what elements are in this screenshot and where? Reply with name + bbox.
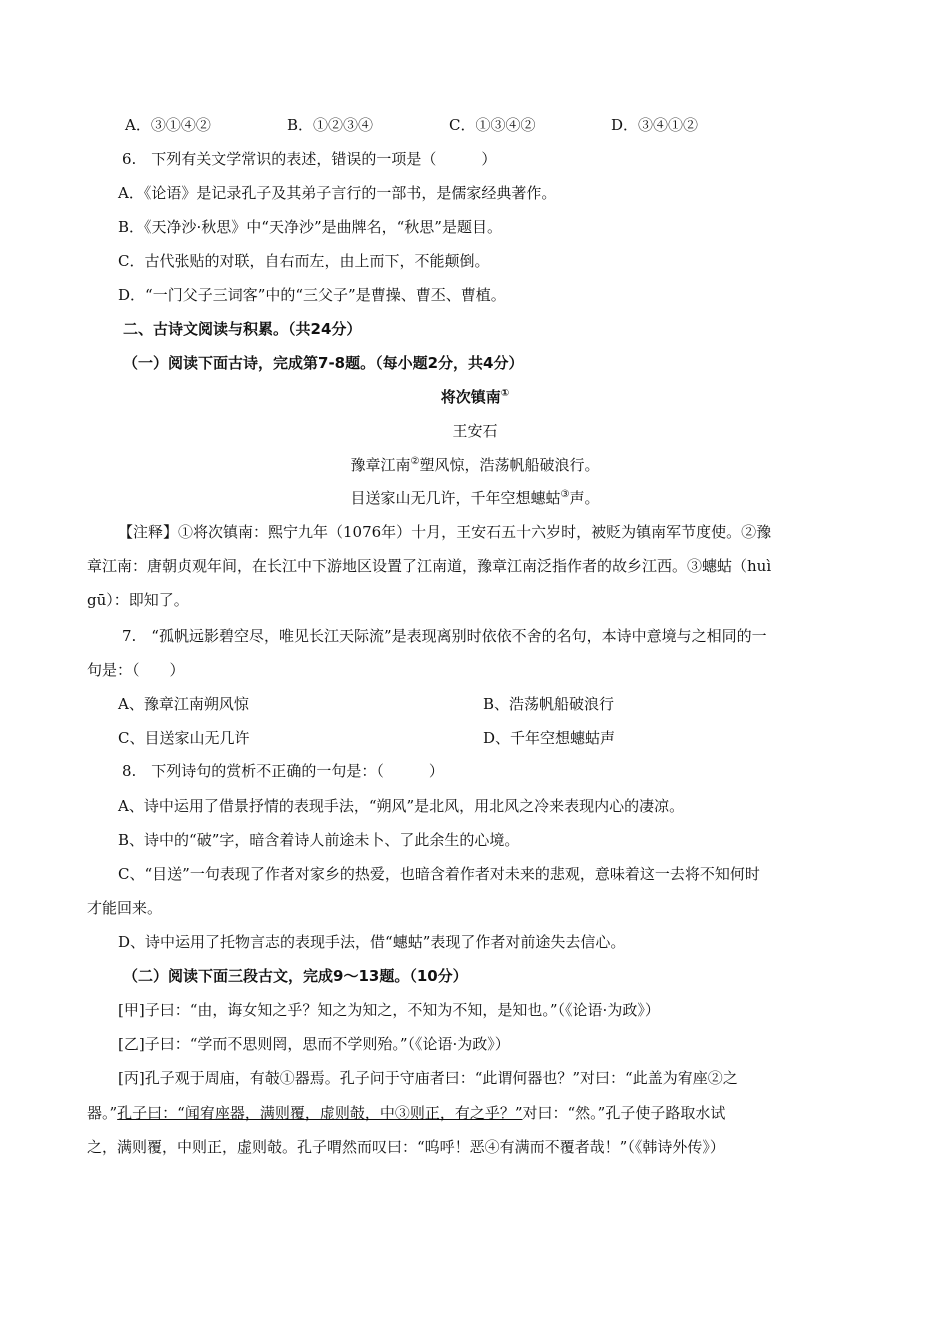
q7-option-c: C、目送家山无几许 [118, 729, 250, 747]
poem-title: 将次镇南① [440, 388, 510, 406]
passage-yi: [乙]子曰：“学而不思则罔，思而不学则殆。”（《论语·为政》） [118, 1035, 510, 1053]
q8-stem: 8. 下列诗句的赏析不正确的一句是：（ ） [122, 762, 444, 780]
q5-option-b: B．①②③④ [287, 116, 374, 134]
poem-notes-line-3: gū）：即知了。 [87, 591, 189, 609]
poem-line-2: 目送家山无几许，千年空想蟪蛄③声。 [350, 489, 600, 507]
q7-stem-2: 句是：（ ） [87, 661, 185, 679]
q6-stem: 6. 下列有关文学常识的表述，错误的一项是（ ） [122, 150, 497, 168]
q6-option-b: B．《天净沙·秋思》中“天净沙”是曲牌名，“秋思”是题目。 [118, 218, 502, 236]
q5-option-a: A．③①④② [125, 116, 211, 134]
q7-stem-1: 7. “孤帆远影碧空尽，唯见长江天际流”是表现离别时依依不舍的名句，本诗中意境与之相同的一 [122, 627, 767, 645]
poem-line-1: 豫章江南②塑风惊，浩荡帆船破浪行。 [350, 456, 600, 474]
q8-option-d: D、诗中运用了托物言志的表现手法，借“蟪蛄”表现了作者对前途失去信心。 [118, 933, 626, 951]
poem-notes-line-1: 【注释】①将次镇南：熙宁九年（1076年）十月，王安石五十六岁时，被贬为镇南军节度使。②豫 [118, 523, 772, 541]
passage-bing-line-3: 之，满则覆，中则正，虚则攲。孔子喟然而叹曰：“呜呼！恶④有满而不覆者哉！”（《韩诗外传》） [87, 1138, 725, 1156]
passage-jia: [甲]子曰：“由，诲女知之乎？知之为知之，不知为不知，是知也。”（《论语·为政》） [118, 1001, 660, 1019]
q8-option-b: B、诗中的“破”字，暗含着诗人前途未卜、了此余生的心境。 [118, 831, 520, 849]
passage-bing-line-1: [丙]孔子观于周庙，有攲①器焉。孔子问于守庙者曰：“此谓何器也？”对曰：“此盖为宥座②之 [118, 1069, 738, 1087]
part1-heading: （一）阅读下面古诗，完成第7-8题。（每小题2分，共4分） [123, 354, 524, 372]
part2-heading: （二）阅读下面三段古文，完成9～13题。（10分） [123, 967, 468, 985]
q8-option-a: A、诗中运用了借景抒情的表现手法，“朔风”是北风，用北风之冷来表现内心的凄凉。 [118, 797, 685, 815]
q6-option-a: A．《论语》是记录孔子及其弟子言行的一部书，是儒家经典著作。 [118, 184, 557, 202]
poem-notes-line-2: 章江南：唐朝贞观年间，在长江中下游地区设置了江南道，豫章江南泛指作者的故乡江西。③蟪蛄（huì [87, 557, 772, 575]
underlined-sentence: 孔子曰：“闻宥座器，满则覆，虚则攲，中③则正，有之乎？” [117, 1104, 523, 1122]
q7-option-a: A、豫章江南朔风惊 [118, 695, 249, 713]
q7-option-b: B、浩荡帆船破浪行 [483, 695, 615, 713]
q6-option-d: D．“一门父子三词客”中的“三父子”是曹操、曹丕、曹植。 [118, 286, 506, 304]
q6-option-c: C．古代张贴的对联，自右而左，由上而下，不能颠倒。 [118, 252, 490, 270]
q5-option-c: C．①③④② [449, 116, 536, 134]
q8-option-c-2: 才能回来。 [87, 899, 163, 917]
poem-author: 王安石 [452, 422, 498, 440]
q5-option-d: D．③④①② [611, 116, 699, 134]
passage-bing-line-2: 器。”孔子曰：“闻宥座器，满则覆，虚则攲，中③则正，有之乎？”对曰：“然。”孔子使子路取水试 [87, 1104, 726, 1122]
section2-heading: 二、古诗文阅读与积累。（共24分） [123, 320, 362, 338]
q8-option-c-1: C、“目送”一句表现了作者对家乡的热爱，也暗含着作者对未来的悲观，意味着这一去将不知何时 [118, 865, 760, 883]
q7-option-d: D、千年空想蟪蛄声 [483, 729, 616, 747]
